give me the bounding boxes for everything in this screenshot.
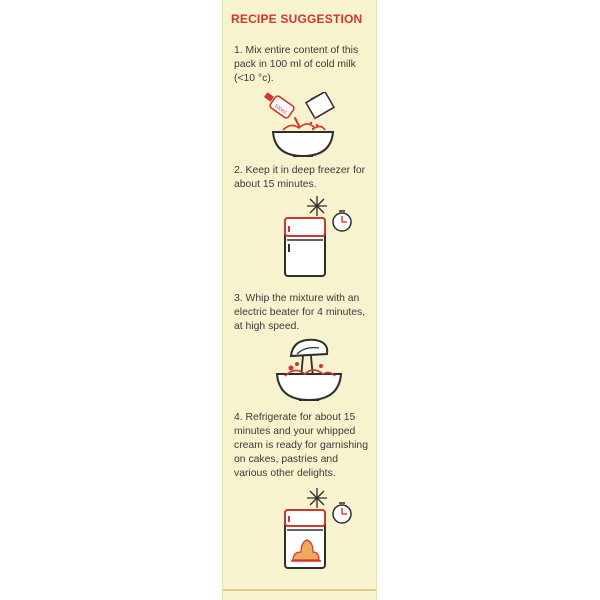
step-4-text: 4. Refrigerate for about 15 minutes and your whipped cream is ready for garnishing on cakes, pastries and various other delights. <box>234 412 368 479</box>
mix-illustration <box>245 92 355 162</box>
mixing-bowl-icon <box>277 370 341 400</box>
step-2-text: 2. Keep it in deep freezer for about 15 minutes. <box>234 165 366 190</box>
timer-icon <box>333 503 351 523</box>
bottom-stripe <box>223 589 376 591</box>
step-1-text: 1. Mix entire content of this pack in 100 ml of cold milk (<10 °c). <box>234 45 359 84</box>
snowflake-icon <box>307 488 327 508</box>
powder-pack-icon <box>306 92 334 118</box>
mixing-bowl-icon <box>273 124 333 156</box>
refrigerate-illustration <box>273 484 363 574</box>
snowflake-icon <box>307 196 327 216</box>
step-3-text: 3. Whip the mixture with an electric beater for 4 minutes, at high speed. <box>234 293 366 332</box>
timer-icon <box>333 211 351 231</box>
whip-illustration <box>271 336 347 406</box>
milk-bottle-icon <box>264 92 295 119</box>
milk-bottle-label: 100ml <box>272 102 288 116</box>
freeze-illustration <box>273 192 363 282</box>
recipe-heading: RECIPE SUGGESTION <box>231 12 363 26</box>
recipe-panel <box>222 0 377 600</box>
fridge-icon <box>285 218 325 276</box>
